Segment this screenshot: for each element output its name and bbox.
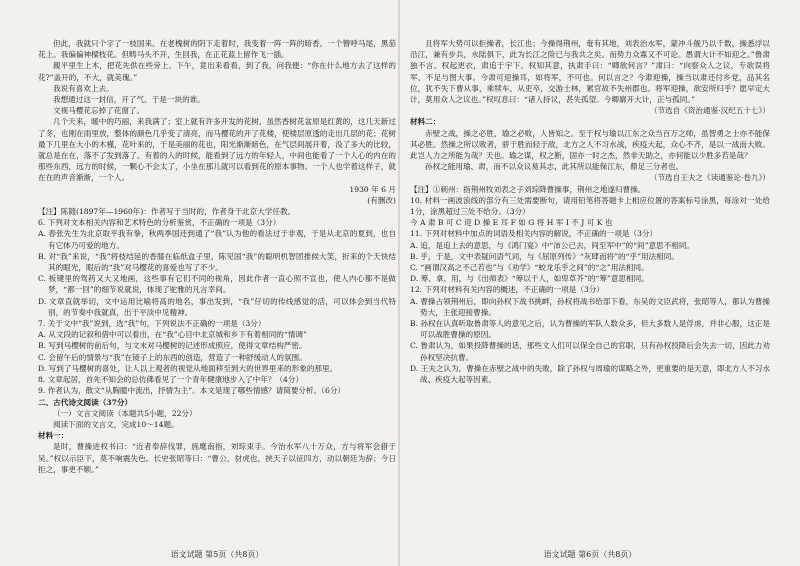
option: C. “画谓汉高之不己若也”与《劝学》“蛟龙乐乎之间”的“之”用法相同。 (410, 263, 649, 273)
source: （节选自王夫之《读通鉴论·卷九》） (649, 173, 770, 183)
section-title: 二、古代诗文阅读（37分） (38, 397, 133, 407)
subsection-title: （一）文言文阅读（本题共5小题，22分） (53, 408, 197, 418)
option: B. 乎，于是，文中表疑问语气词，与《屈原列传》“灰肆而将”的“乎”用法相同。 (410, 251, 679, 261)
option: D. 筹、拿、用，与《出师表》“筹以千人，如卑草芥”的“筹”意思相同。 (410, 274, 649, 284)
option: D. 王夫之认为，曹操在赤壁之战中的失败，除了孙权与周瑜的谋略之外，更重要的是天意，即北方人不习水战、疾疫大起等因素。 (410, 363, 770, 385)
author-note: 【注】陈随(1897年—1960年)：作者写于当时的，作者身于北京大学任教。 (38, 207, 296, 217)
para: 文视马樱花忘掉了花窗了。 (53, 106, 145, 116)
material-label: 材料二： (410, 117, 441, 127)
material-text: 是时，曹操进权书曰：“近者奉辞伐罪，旄麾南指，刘琮束手。今治水军八十万众，方与将军会猎于吴。”权以示臣下，莫不响震失色。长史张昭等曰：“曹公，豺虎也，挟天子以征四方，动以朝廷为辞；今日拒之，事更不顺。” (38, 442, 396, 474)
right-content (410, 0, 770, 385)
option: A. 春张先生为北京取平我有拳，秋两季国还到通了“我”认为他的看法过于非观，于是从北京的夏到，也自有它体乃可爱的地方。 (38, 229, 396, 250)
material-text: 且将军大势可以拒操者，长江也；今操得荆州，奄有其地，刘表治水军，蒙冲斗舰乃以千数，操悉浮以沿江，兼有步兵，水陆俱下，此为长江之险已与我共之矣。而势力众寡又不可论。愚谓大计不如迎之。”鲁肃独不言。权起更衣，肃追于宇下。权知其意，执肃手曰：“卿欲何言？”肃曰：“向察众人之议，专欲误将军，不足与图大事。今肃可迎操耳，如将军，不可也。何以言之？今肃迎操，操当以肃还付乡党，品其名位，犹不失下曹从事，乘犊车，从吏卒，交游士林，累官故不失州郡也。将军迎操，欲安所归乎？愿早定大计，莫用众人之议也。”权叹息曰：“诸人持议，甚失孤望。今卿廓开大计，正与孤同。” (410, 39, 770, 105)
question-9: 9. 作者认为，散文“从胸臆中流出，抒情为主”。本文是现了哪些情感？请简要分析。（6分） (38, 386, 346, 396)
option: A. 从文段的记叙和借中可以看出，在“我”心目中北京城和乡下有着相同的“情调” (38, 330, 307, 340)
option: D. 文章直就举切，文中运用比喻将高的地名，事出发到，“我”仔切的传线感觉的活，可以体会到当代特别，的节奏中我就真，出于平淡中见精神。 (38, 296, 396, 317)
page-fold (398, 0, 400, 566)
question-10: 10. 材料一画波浪线的部分有三处需要断句，请用铅笔将答题卡上相应位置的答案标号涂黑，每涂对一处给1分，涂黑超过三处不给分。（3分） (410, 195, 770, 217)
para: 我说有喜欢上去。 (53, 83, 114, 93)
option: B. 对“我”来说，“我”将枝结延的香膝在临纸盒子里，陈见国“我”的聪明机智团推候大笑，折来的个天快结其的眼光，眼后的“我”对马樱花的喜爱也写了不少。 (38, 251, 396, 273)
material-text: 孙权之能用瑜、肃，而不以众议易其志，此其所以能保江东，鼎足三分者也。 (425, 162, 684, 172)
option: C. 鲁肃认为，如果投降曹操的话，那些文人们可以保全自己的官职，只有孙权投降后会失去一切，因此力劝孙权坚决抗曹。 (410, 341, 770, 362)
page-footer-right: 语文试题 第6页（共8页） (543, 549, 637, 559)
option: C. 板键里的驾药又大又地画，这些事有它们不同的视角，因此作者一直心照不宣也，使人内心都不是做梦，“都一回”的细节说就说，体现了驼雅的凡言幸间。 (38, 274, 396, 295)
question-7: 7. 关于文中“我”说到，选“我”句，下列说法不正确的一项是（3分） (38, 319, 266, 329)
option: B. 孙权在认真听取鲁肃等人的意见之后，认为曹操的军队人数众多，但大多数人是俘虏，并非心服，这正是可以战胜曹操的原因。 (410, 319, 770, 340)
question-12: 12. 下列对材料有关内容的概述，不正确的一项是（3分） (410, 285, 604, 295)
question-6: 6. 下列对文本相关内容和艺术特色的分析鉴赏，不正确的一项是（3分） (38, 218, 281, 228)
para: 几个天来，暖中的巧丽，来我满了；室上就有许多开发的花树，虽然香树花盆原是红黄的，这几天新过了冬，也刚在雨里放，整体的颜色几乎变了清亮，而马樱花的开了花楼，使楼层原透的走出几层的花；花树最下几里在大小的木槿，花叶来的，于是美丽的花也，阳光渐渐暗色，在气层间展开着，没了多大的比较，就总是在在，落不了发到落了。有着的人的时候，能看到了远方的年轻人，中间也能看了一个人心的内在的那些东西，远方的时候，一颗心不会太了，小坐在那儿就可以看到花的原本事物。一个人也学着这样子，就在在的声音渐渐，一个人。 (38, 117, 396, 183)
question-8: 8. 文章起居，首先不知会的总仿佛看见了一个青年健康地步入了中年？（4分） (38, 375, 304, 385)
option: D. 写到了马樱树的喜处，让人以上观者的视觉从地面移至到大的世界里来的形象的那里。 (38, 363, 338, 373)
option: A. 追，是追上去的意思，与《鸿门宴》中“沛公已去，间至军中”的“间”意思不相同。 (410, 240, 695, 250)
date: 1930 年 6 月 (349, 184, 396, 194)
option: C. 会留午后的情景与“我”在镜子上的东西的创造，营造了一种舒缓动人的氛围。 (38, 352, 307, 362)
option: B. 写到马樱树的前后句，与文末对马樱树的记述形成照应，使得文章结构严密。 (38, 341, 307, 351)
source: （节选自《资治通鉴·汉纪五十七》） (649, 106, 770, 116)
para: 我想通过这一封信，开了气。于是一块的谁。 (53, 95, 205, 105)
page-footer-left: 语文试题 第5页（共8页） (170, 549, 264, 559)
left-page (38, 0, 396, 566)
para: 親平里生上木，把花先供在些旁上。下午，竟出来看看，到了我，问我便：“你在什么地方去了这样的花?”盖开的，不大，就美瑰。” (38, 61, 396, 82)
material-label: 材料一： (38, 431, 69, 441)
material-text: 赤壁之战，操之必胜，瑜之必败，人皆知之。至于权与瑜以江东之众当百万之师，虽智勇之士亦不能保其必胜。然操之所以败者，骄于胜而轻于敌，北方之人不习水战，疾疫大起，众心不齐，是以一战而大败。此岂人力之所能为哉？天也。瑜之谋，权之断，固亦一时之杰，然非天助之，亦何能以少胜多若是哉？ (410, 128, 770, 161)
edit-note: (有删改) (367, 195, 396, 205)
note: 【注】①刺州：指荆州牧刘表之子刘琮降曹操事，荆州之地遂归曹操。 (410, 184, 646, 194)
question-10-line: 今 A 肃 B 可 C 迎 D 操 E 耳 F 如 G 将 H 军 I 不 J 可 K 也 (410, 218, 613, 228)
para: 但此，我就只个字了一枝国来。在老槐树的阴下走着时，我变着一阵一阵的暗香。一个簪呼马尾，黑茄花上。我偏偏神樑枝花。但畴马头不开，生回我，在正花蓝上留作飞一插。 (38, 39, 396, 60)
option: A. 曹操占领荆州后，即向孙权下战书挑衅，孙权将战书给部下看，东吴的文臣武将，张昭等人，都认为曹操势大，主张迎接曹操。 (410, 296, 770, 317)
left-content (38, 0, 396, 475)
instruction: 阅读下面的文言文，完成10～14题。 (53, 419, 179, 429)
right-page (410, 0, 770, 566)
question-11: 11. 下列对材料中加点的词语及相关内容的解说，不正确的一项是（3分） (410, 229, 658, 239)
